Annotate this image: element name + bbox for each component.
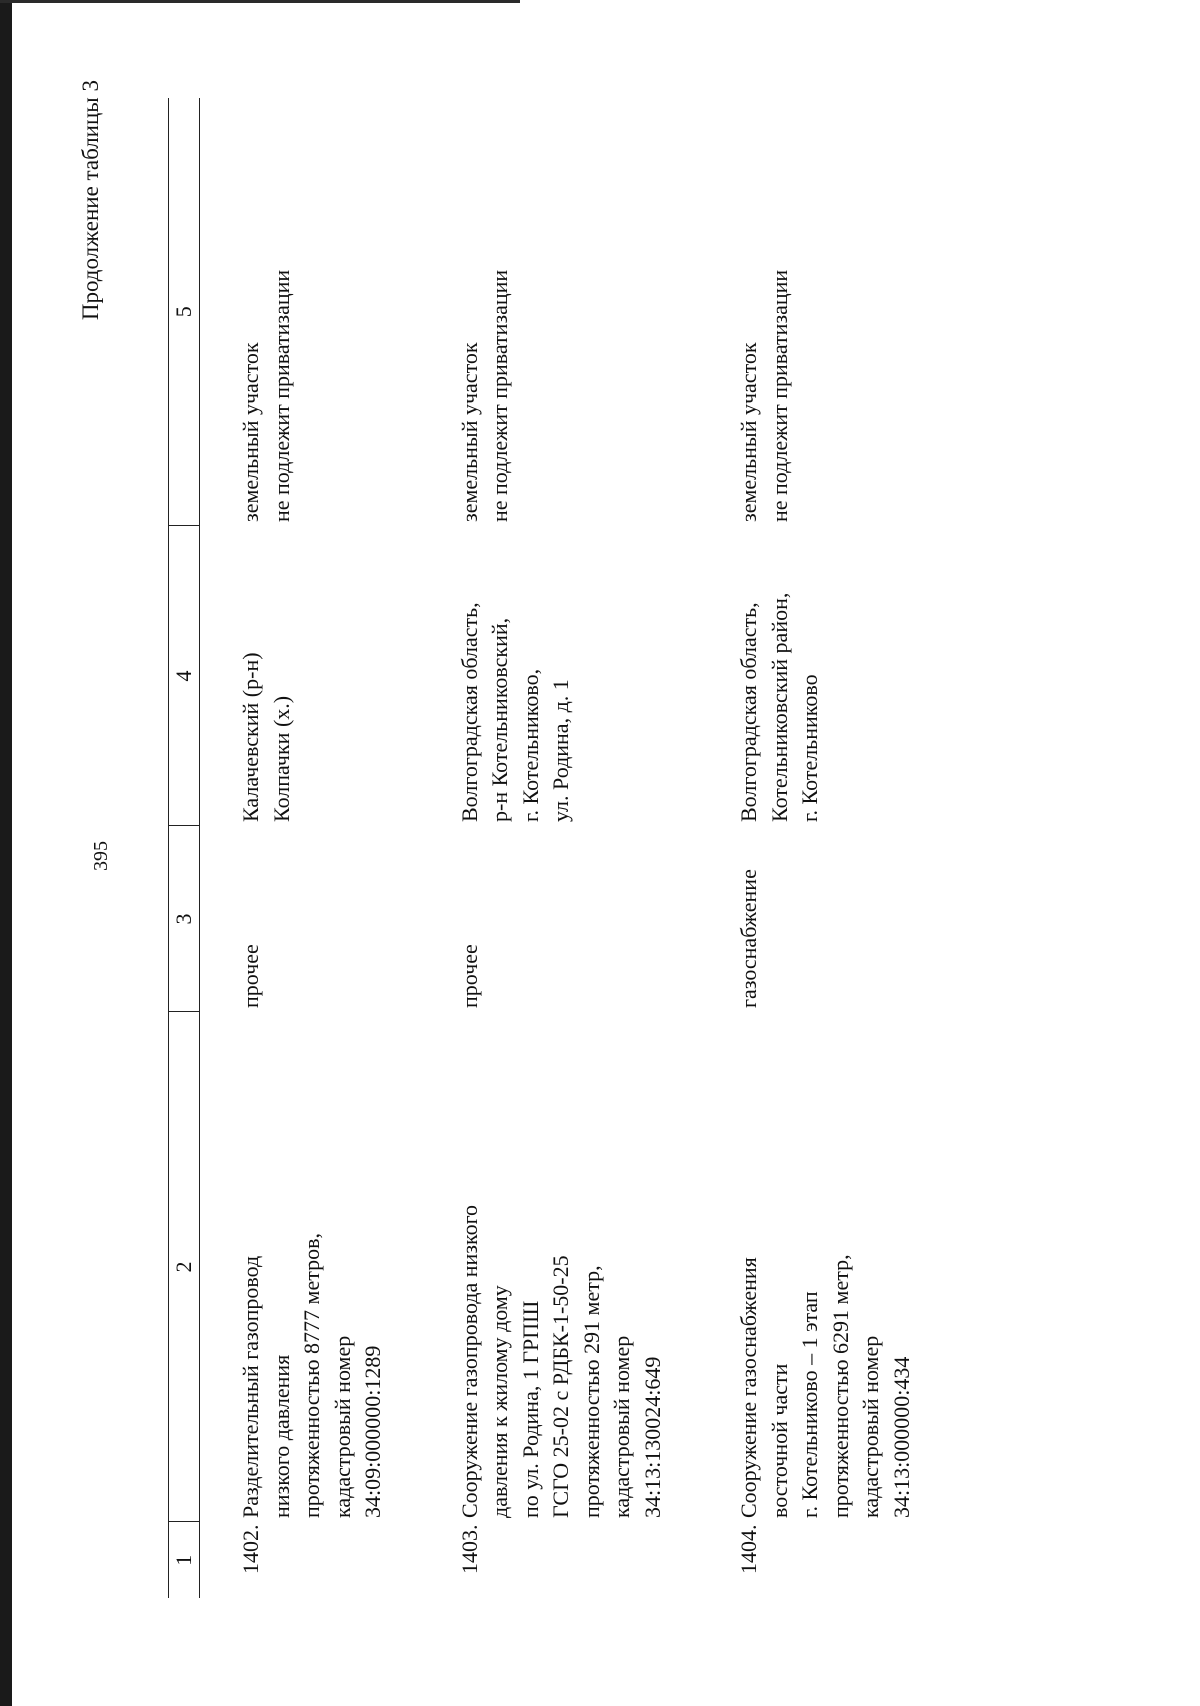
note-line: земельный участок — [238, 342, 263, 522]
name-line: низкого давления — [268, 1354, 294, 1518]
table-row — [419, 98, 699, 1598]
header-col-4: 4 — [169, 526, 200, 826]
row-number: 1402. — [238, 1524, 263, 1574]
address-line: ул. Родина, д. 1 — [548, 679, 573, 822]
property-table — [168, 98, 947, 1598]
object-note — [698, 98, 947, 526]
name-line: 34:13:000000:434 — [888, 1356, 914, 1518]
address-line: г. Котельниково — [797, 674, 822, 822]
name-line: восточной части — [766, 1363, 792, 1518]
object-purpose: газоснабжение — [736, 869, 761, 1008]
name-line: Разделительный газопровод — [238, 1255, 263, 1518]
object-name — [200, 1012, 419, 1522]
note-line: не подлежит приватизации — [766, 269, 792, 522]
name-line: кадастровый номер — [858, 1335, 883, 1518]
name-line: по ул. Родина, 1 ГРПШ — [517, 1300, 543, 1518]
name-line: кадастровый номер — [329, 1335, 355, 1518]
name-line: 34:13:130024:649 — [639, 1356, 665, 1518]
row-number: 1403. — [456, 1524, 482, 1574]
header-row — [169, 98, 200, 1598]
object-name — [419, 1012, 699, 1522]
note-line: не подлежит приватизации — [268, 269, 294, 522]
address-line: Калачевский (р-н) — [238, 652, 263, 822]
name-line: протяженностью 6291 метр, — [827, 1254, 853, 1518]
object-address — [698, 526, 947, 826]
address-line: Колпачки (х.) — [268, 695, 294, 822]
header-col-5: 5 — [169, 98, 200, 526]
row-number: 1404. — [736, 1524, 761, 1574]
address-line: р-н Котельниковский, — [487, 617, 512, 822]
address-line: Волгоградская область, — [456, 602, 482, 822]
name-line: протяженностью 8777 метров, — [299, 1232, 324, 1518]
object-purpose: прочее — [238, 944, 263, 1008]
address-line: г. Котельниково, — [517, 668, 543, 822]
name-line: г. Котельниково – 1 этап — [797, 1291, 822, 1518]
page-number: 395 — [90, 841, 112, 871]
object-note — [419, 98, 699, 526]
note-line: земельный участок — [456, 342, 482, 522]
name-line: кадастровый номер — [609, 1335, 634, 1518]
object-address — [200, 526, 419, 826]
object-name — [698, 1012, 947, 1522]
name-line: протяженностью 291 метр, — [578, 1265, 604, 1518]
name-line: 34:09:000000:1289 — [360, 1345, 385, 1518]
table-caption: Продолжение таблицы 3 — [78, 80, 103, 321]
object-address — [419, 526, 699, 826]
table-row — [698, 98, 947, 1598]
header-col-3: 3 — [169, 826, 200, 1012]
note-line: не подлежит приватизации — [487, 269, 512, 522]
table-row — [200, 98, 419, 1598]
name-line: ГСГО 25-02 с РДБК-1-50-25 — [548, 1255, 573, 1518]
name-line: Сооружение газоснабжения — [736, 1257, 761, 1518]
address-line: Котельниковский район, — [766, 592, 792, 822]
object-purpose: прочее — [456, 944, 482, 1008]
name-line: давления к жилому дому — [487, 1285, 512, 1518]
header-col-1: 1 — [169, 1522, 200, 1598]
address-line: Волгоградская область, — [736, 602, 761, 822]
header-col-2: 2 — [169, 1012, 200, 1522]
object-note — [200, 98, 419, 526]
note-line: земельный участок — [736, 342, 761, 522]
name-line: Сооружение газопровода низкого — [456, 1204, 482, 1518]
